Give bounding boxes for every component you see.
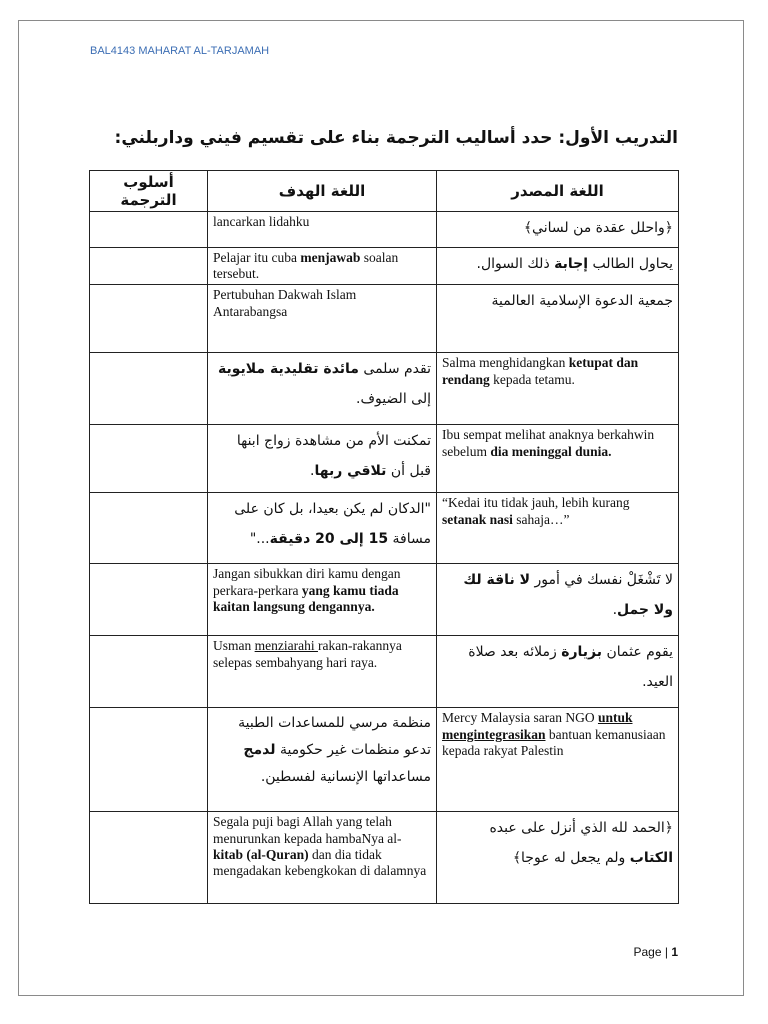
target-cell: Jangan sibukkan diri kamu dengan perkara-perkara yang kamu tiada kaitan langsung dengannya.	[208, 564, 437, 636]
table-row	[90, 636, 679, 708]
source-cell: يحاول الطالب إجابة ذلك السوال.	[437, 248, 679, 285]
source-cell: Salma menghidangkan ketupat dan rendang kepada tetamu.	[437, 353, 679, 425]
source-cell: يقوم عثمان بزيارة زملائه بعد صلاة العيد.	[437, 636, 679, 708]
style-cell[interactable]	[90, 636, 208, 708]
target-cell: Pertubuhan Dakwah Islam Antarabangsa	[208, 285, 437, 353]
table-row	[90, 248, 679, 285]
table-row	[90, 708, 679, 812]
style-cell[interactable]	[90, 285, 208, 353]
source-cell: ﴿واحلل عقدة من لساني﴾	[437, 212, 679, 248]
target-cell: تمكنت الأم من مشاهدة زواج ابنها قبل أن تلاقي ربها.	[208, 425, 437, 493]
table-row	[90, 425, 679, 493]
source-cell: “Kedai itu tidak jauh, lebih kurang setanak nasi sahaja…”	[437, 493, 679, 564]
header-source-language: اللغة المصدر	[437, 171, 679, 212]
target-cell: منظمة مرسي للمساعدات الطبية تدعو منظمات غير حكومية لدمج مساعداتها الإنسانية لفسطين.	[208, 708, 437, 812]
exercise-title: التدريب الأول: حدد أساليب الترجمة بناء على تقسيم فيني وداربلني:	[114, 128, 678, 148]
table-row	[90, 353, 679, 425]
table-row	[90, 493, 679, 564]
page-number: 1	[671, 945, 678, 959]
style-cell[interactable]	[90, 564, 208, 636]
table-row	[90, 564, 679, 636]
target-cell: lancarkan lidahku	[208, 212, 437, 248]
target-cell: تقدم سلمى مائدة تقليدية ملايوية إلى الضيوف.	[208, 353, 437, 425]
page-separator: |	[661, 945, 672, 959]
table-header-row	[90, 171, 679, 212]
header-translation-style: أسلوب الترجمة	[90, 171, 208, 212]
style-cell[interactable]	[90, 353, 208, 425]
source-cell: لا تَشْغَلْ نفسك في أمور لا ناقة لك ولا جمل.	[437, 564, 679, 636]
source-cell: Ibu sempat melihat anaknya berkahwin sebelum dia meninggal dunia.	[437, 425, 679, 493]
source-cell: Mercy Malaysia saran NGO untuk mengintegrasikan bantuan kemanusiaan kepada rakyat Palestin	[437, 708, 679, 812]
table-row	[90, 212, 679, 248]
style-cell[interactable]	[90, 812, 208, 904]
style-cell[interactable]	[90, 425, 208, 493]
target-cell: Usman menziarahi rakan-rakannya selepas sembahyang hari raya.	[208, 636, 437, 708]
style-cell[interactable]	[90, 708, 208, 812]
table-row	[90, 812, 679, 904]
exercise-table	[89, 170, 679, 904]
header-target-language: اللغة الهدف	[208, 171, 437, 212]
source-cell: ﴿الحمد لله الذي أنزل على عبده الكتاب ولم يجعل له عوجا﴾	[437, 812, 679, 904]
target-cell: "الدكان لم يكن بعيدا، بل كان على مسافة 15 إلى 20 دقيقة..."	[208, 493, 437, 564]
page-footer	[633, 945, 678, 959]
source-cell: جمعية الدعوة الإسلامية العالمية	[437, 285, 679, 353]
course-header: BAL4143 MAHARAT AL-TARJAMAH	[90, 45, 270, 57]
style-cell[interactable]	[90, 248, 208, 285]
table-row	[90, 285, 679, 353]
style-cell[interactable]	[90, 212, 208, 248]
page-label: Page	[633, 945, 662, 959]
target-cell: Segala puji bagi Allah yang telah menurunkan kepada hambaNya al-kitab (al-Quran) dan dia tidak mengadakan kebengkokan di dalamnya	[208, 812, 437, 904]
style-cell[interactable]	[90, 493, 208, 564]
target-cell: Pelajar itu cuba menjawab soalan tersebut.	[208, 248, 437, 285]
